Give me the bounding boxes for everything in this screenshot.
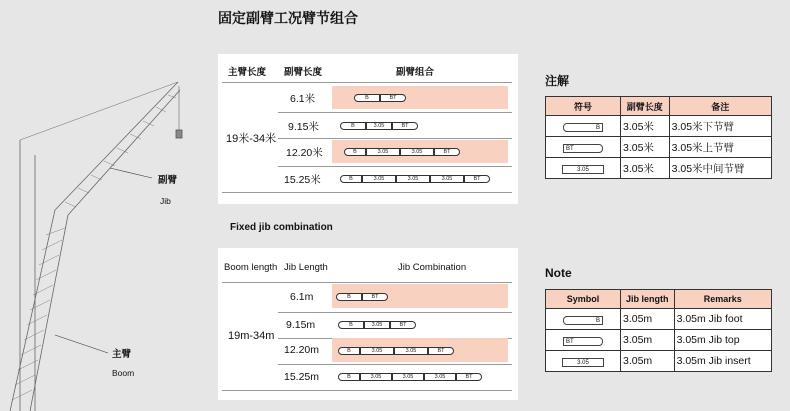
note-length: 3.05m <box>621 330 675 351</box>
jib-insert-segment: 3.05 <box>362 175 396 183</box>
jib-insert-segment: 3.05 <box>400 148 434 156</box>
jib-insert-segment: 3.05 <box>392 373 424 381</box>
jib-combo-row <box>340 175 490 183</box>
jib-top-segment: BT <box>464 175 490 183</box>
jib-length-cell: 15.25米 <box>284 174 321 186</box>
jib-insert-symbol: 3.05 <box>562 358 604 367</box>
jib-length-cell: 12.20m <box>284 344 320 356</box>
jib-label-en: Jib <box>160 196 171 206</box>
main-length-cell: 19m-34m <box>228 330 275 342</box>
jib-combo-row <box>336 293 388 301</box>
jib-insert-segment: 3.05 <box>394 347 428 355</box>
jib-insert-segment: 3.05 <box>366 148 400 156</box>
note-header: 符号 <box>546 97 621 116</box>
jib-foot-segment: B <box>354 94 380 102</box>
jib-top-segment: BT <box>434 148 460 156</box>
jib-top-symbol: BT <box>563 337 603 346</box>
note-title-cn: 注解 <box>545 74 570 88</box>
crane-illustration <box>0 60 215 411</box>
header-jib-length: 副臂长度 <box>284 67 323 78</box>
header-main-length: 主臂长度 <box>228 67 267 78</box>
note-header: Symbol <box>546 290 621 309</box>
jib-length-cell: 6.1m <box>290 291 314 303</box>
jib-label-cn: 副臂 <box>158 175 178 186</box>
jib-combo-row <box>354 94 406 102</box>
note-remark: 3.05m Jib top <box>674 330 771 351</box>
note-remark: 3.05米下节臂 <box>669 116 771 137</box>
jib-foot-segment: B <box>340 122 366 130</box>
main-length-cell: 19米-34米 <box>226 133 277 145</box>
jib-foot-symbol: B <box>563 316 603 325</box>
boom-label-en: Boom <box>112 368 135 378</box>
jib-foot-symbol: B <box>563 123 603 132</box>
jib-foot-segment: B <box>338 373 360 381</box>
jib-top-segment: BT <box>392 122 418 130</box>
header-jib-combination: 副臂组合 <box>396 67 435 78</box>
jib-foot-segment: B <box>338 347 360 355</box>
header-jib-length: Jib Length <box>284 262 328 273</box>
header-boom-length: Boom length <box>224 262 278 273</box>
note-header: Jib length <box>621 290 675 309</box>
jib-combo-row <box>338 321 416 329</box>
note-remark: 3.05m Jib insert <box>674 351 771 372</box>
note-length: 3.05米 <box>621 116 670 137</box>
jib-length-cell: 12.20米 <box>286 147 323 159</box>
note-remark: 3.05米中间节臂 <box>669 158 771 179</box>
jib-foot-segment: B <box>336 293 362 301</box>
jib-top-segment: BT <box>362 293 388 301</box>
combination-table-cn <box>218 54 518 204</box>
note-table-en <box>545 289 772 372</box>
jib-top-segment: BT <box>390 321 416 329</box>
jib-insert-segment: 3.05 <box>364 321 390 329</box>
jib-length-cell: 9.15m <box>286 319 316 331</box>
jib-insert-segment: 3.05 <box>360 347 394 355</box>
note-length: 3.05米 <box>621 137 670 158</box>
jib-top-symbol: BT <box>563 144 603 153</box>
jib-combo-row <box>338 347 454 355</box>
note-length: 3.05m <box>621 351 675 372</box>
jib-combo-row <box>340 122 418 130</box>
note-length: 3.05m <box>621 309 675 330</box>
note-header: Remarks <box>674 290 771 309</box>
jib-combo-row <box>338 373 482 381</box>
jib-insert-segment: 3.05 <box>424 373 456 381</box>
note-header: 备注 <box>669 97 771 116</box>
jib-length-cell: 9.15米 <box>288 121 319 133</box>
jib-insert-segment: 3.05 <box>396 175 430 183</box>
note-remark: 3.05m Jib foot <box>674 309 771 330</box>
jib-insert-segment: 3.05 <box>360 373 392 381</box>
jib-foot-segment: B <box>340 175 362 183</box>
note-length: 3.05米 <box>621 158 670 179</box>
boom-label-cn: 主臂 <box>112 349 132 360</box>
section-title-en: Fixed jib combination <box>230 222 333 233</box>
header-jib-combination: Jib Combination <box>398 262 467 273</box>
jib-insert-symbol: 3.05 <box>562 165 604 174</box>
combination-table-en <box>218 248 518 400</box>
page-title: 固定副臂工况臂节组合 <box>218 10 358 26</box>
jib-combo-row <box>344 148 460 156</box>
jib-insert-segment: 3.05 <box>366 122 392 130</box>
jib-foot-segment: B <box>344 148 366 156</box>
jib-foot-segment: B <box>338 321 364 329</box>
note-title-en: Note <box>545 266 572 280</box>
jib-length-cell: 15.25m <box>284 371 320 383</box>
note-table-cn <box>545 96 772 179</box>
jib-top-segment: BT <box>456 373 482 381</box>
jib-insert-segment: 3.05 <box>430 175 464 183</box>
jib-top-segment: BT <box>380 94 406 102</box>
jib-top-segment: BT <box>428 347 454 355</box>
note-header: 副臂长度 <box>621 97 670 116</box>
jib-length-cell: 6.1米 <box>290 93 316 105</box>
note-remark: 3.05米上节臂 <box>669 137 771 158</box>
